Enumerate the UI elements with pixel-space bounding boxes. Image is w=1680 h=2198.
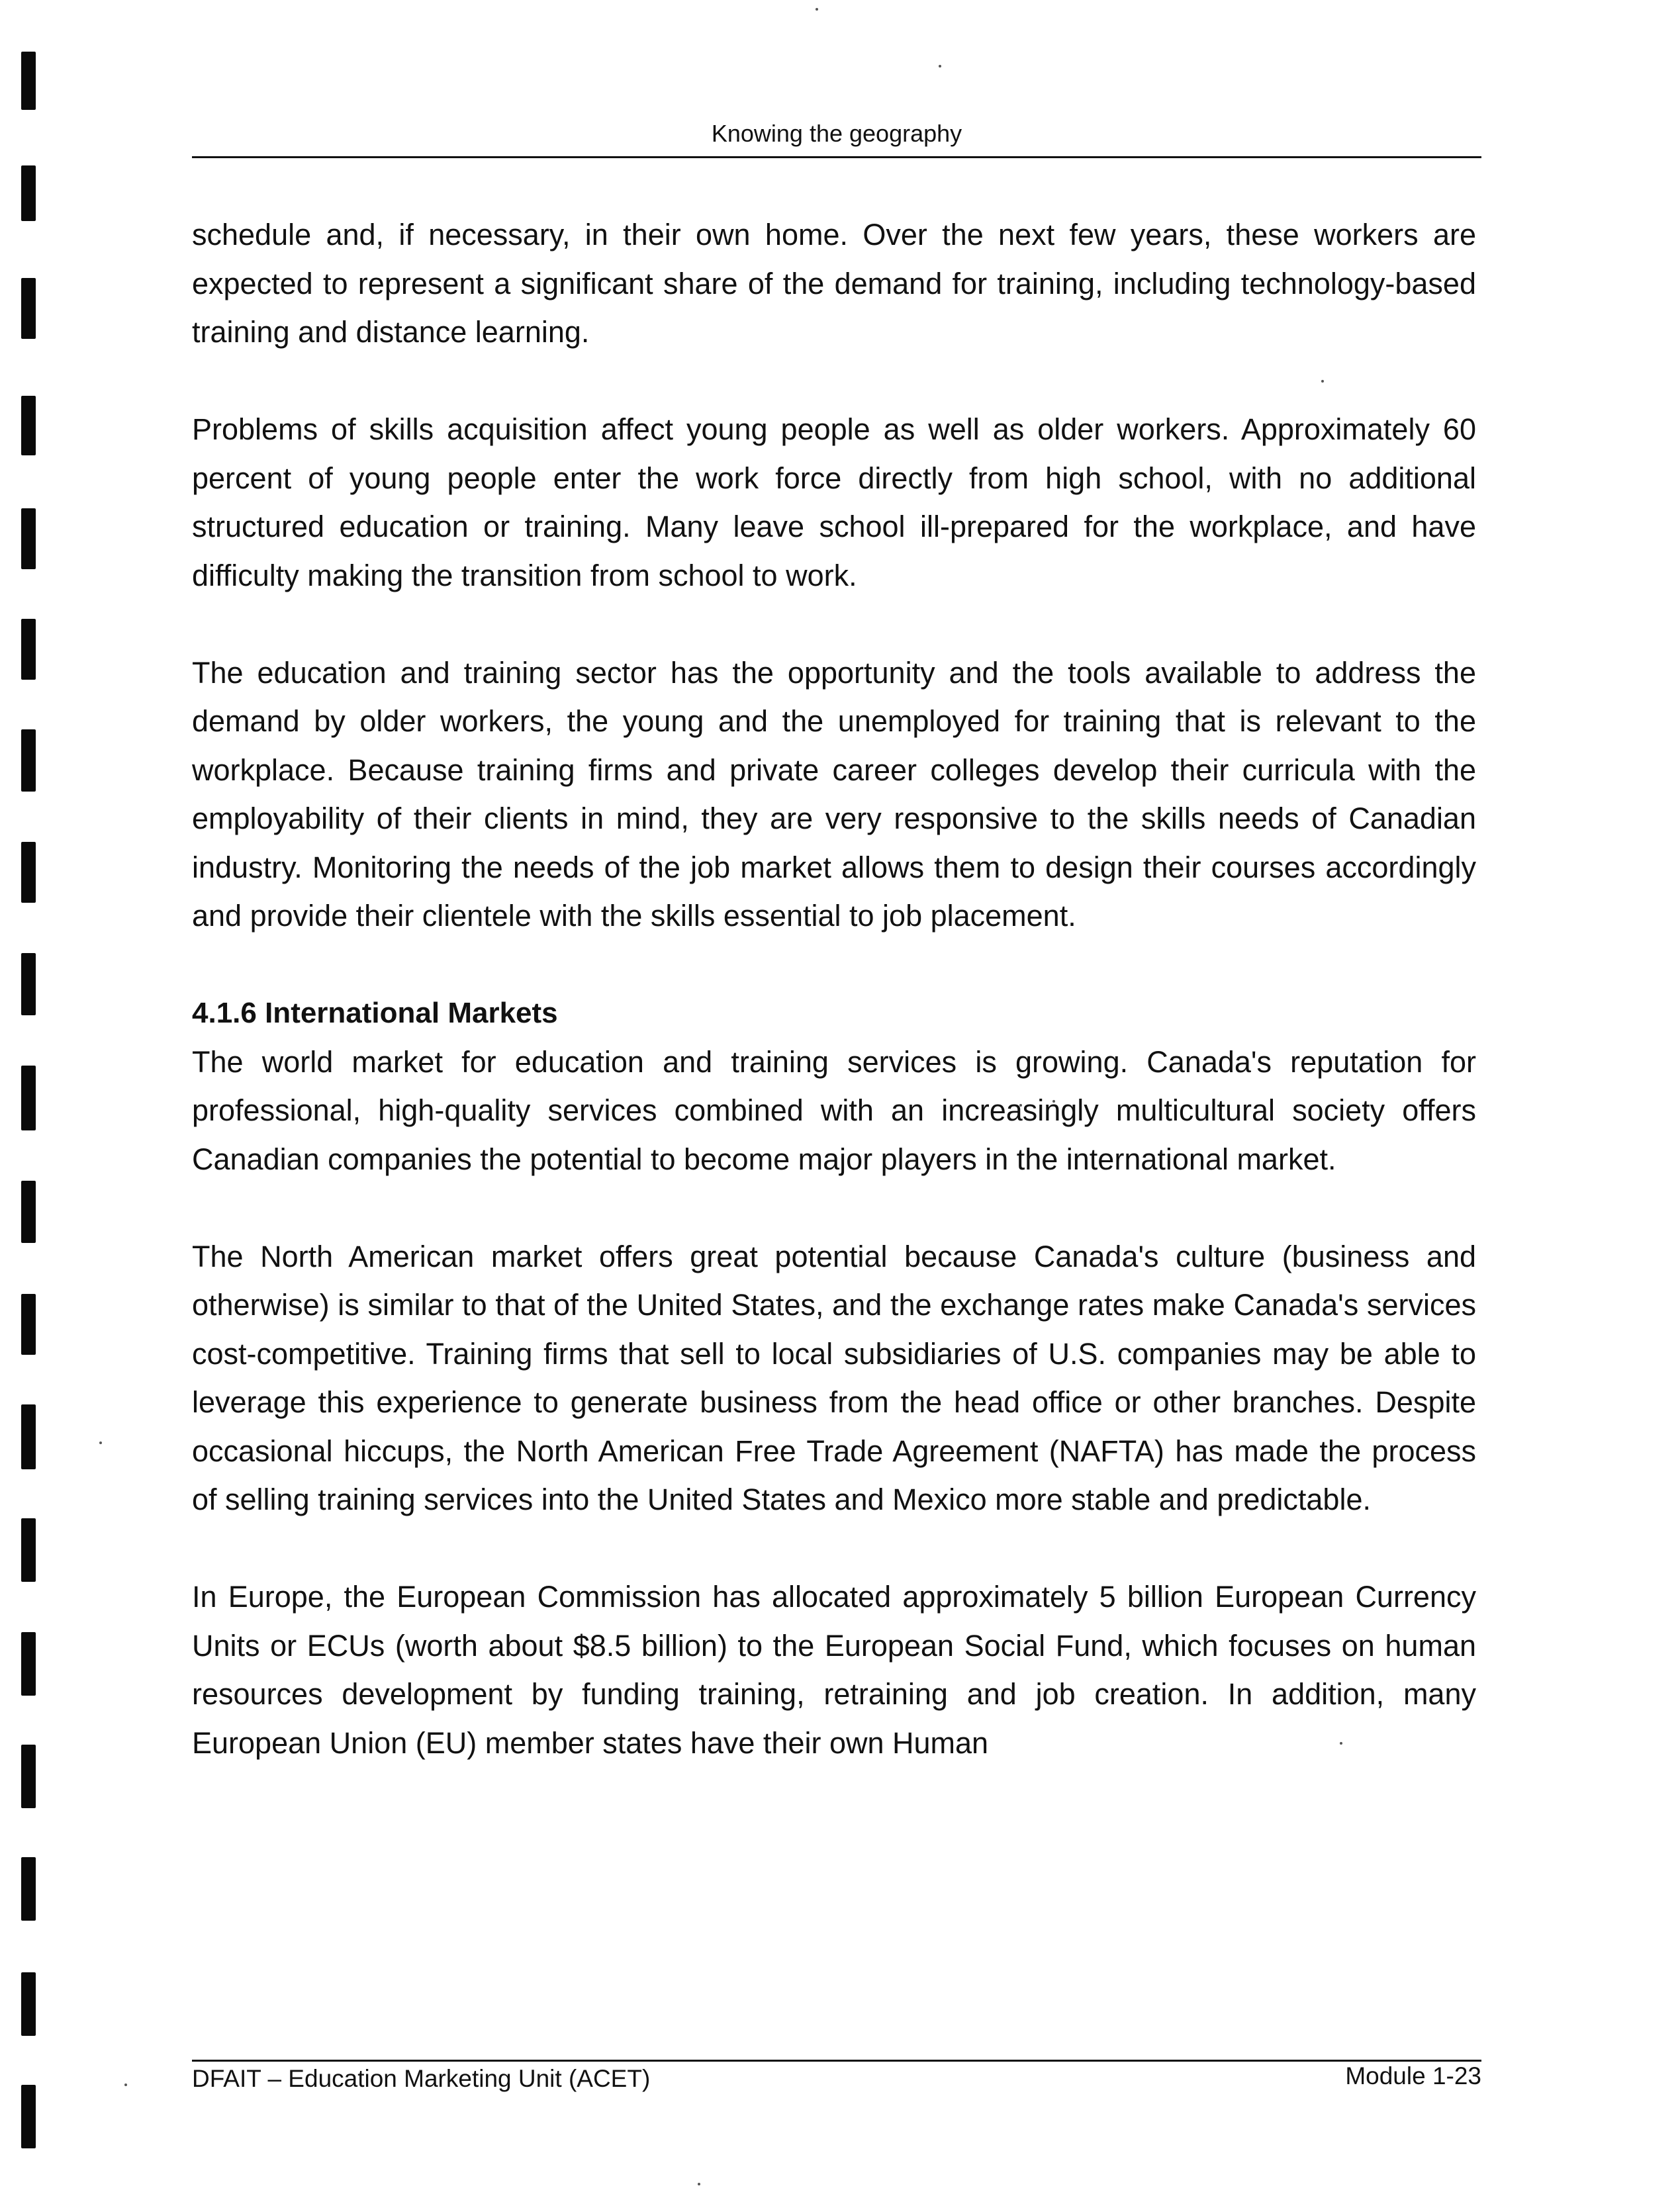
footer-page-number: Module 1-23: [1345, 2062, 1481, 2089]
header-rule: [192, 156, 1481, 158]
punch-mark: [21, 1857, 36, 1921]
punch-mark: [21, 1066, 36, 1130]
scan-speck: [124, 2084, 127, 2086]
running-header: Knowing the geography: [711, 120, 962, 147]
body-paragraph: schedule and, if necessary, in their own home. Over the next few years, these workers are expected to represent a significant share of the demand for training, including technology-based training and distance learning.: [192, 218, 1476, 349]
body-paragraph: The world market for education and training services is growing. Canada's reputation for professional, high-quality services combined with an increasingly multicultural society offers Canadian companies the potential to become major players in the international market.: [192, 1044, 1476, 1176]
punch-mark: [21, 165, 36, 221]
body-paragraph: The North American market offers great potential because Canada's culture (business and otherwise) is similar to that of the United States, and the exchange rates make Canada's services cost-competitive. Training firms that sell to local subsidiaries of U.S. companies may be able to leverage this experience to generate business from the head office or other branches. Despite occasional hiccups, the North American Free Trade Agreement (NAFTA) has made the process of selling training services into the United States and Mexico more stable and predictable.: [192, 1239, 1476, 1516]
punch-mark: [21, 278, 36, 339]
section-heading: 4.1.6 International Markets: [192, 997, 558, 1029]
scan-speck: [698, 2183, 700, 2185]
body-paragraph: The education and training sector has the opportunity and the tools available to address the demand by older workers, the young and the unemployed for training that is relevant to the workplace. Because training firms and private career colleges develop their curricula with the employability of their clients in mind, they are very responsive to the skills needs of Canadian industry. Monitoring the needs of the job market allows them to design their courses accordingly and provide their clientele with the skills essential to job placement.: [192, 655, 1476, 933]
punch-mark: [21, 842, 36, 903]
punch-mark: [21, 52, 36, 110]
punch-mark: [21, 953, 36, 1015]
punch-mark: [21, 729, 36, 792]
scan-speck: [939, 65, 941, 68]
punch-mark: [21, 1632, 36, 1696]
punch-mark: [21, 508, 36, 569]
punch-mark: [21, 619, 36, 680]
punch-mark: [21, 1518, 36, 1582]
punch-mark: [21, 1294, 36, 1355]
punch-mark: [21, 396, 36, 455]
punch-mark: [21, 1181, 36, 1243]
punch-mark: [21, 1404, 36, 1469]
body-paragraph: Problems of skills acquisition affect young people as well as older workers. Approximately 60 percent of young people enter the work force directly from high school, with no additional structured education or training. Many leave school ill-prepared for the workplace, and have difficulty making the transition from school to work.: [192, 412, 1476, 592]
footer-rule: [192, 2060, 1481, 2062]
punch-mark: [21, 1745, 36, 1808]
punch-mark: [21, 1972, 36, 2036]
scan-speck: [99, 1442, 102, 1444]
scan-speck: [816, 8, 818, 11]
document-body: [192, 210, 1476, 1767]
punch-mark: [21, 2085, 36, 2148]
body-paragraph: In Europe, the European Commission has allocated approximately 5 billion European Currency Units or ECUs (worth about $8.5 billion) to the European Social Fund, which focuses on human resources development by funding training, retraining and job creation. In addition, many European Union (EU) member states have their own Human: [192, 1580, 1476, 1760]
footer-publisher: DFAIT – Education Marketing Unit (ACET): [192, 2065, 651, 2092]
